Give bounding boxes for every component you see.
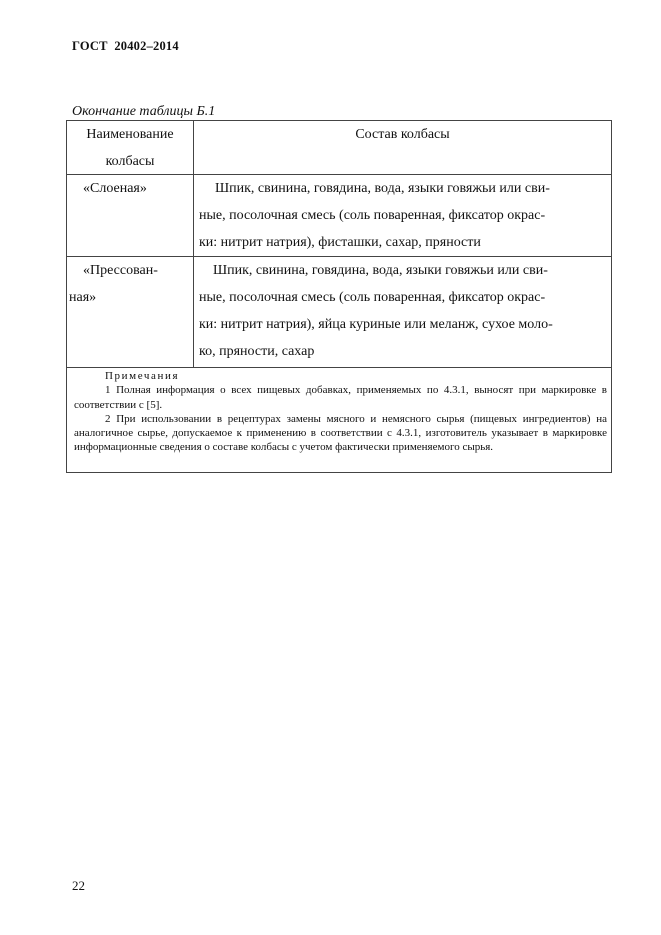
row-1-comp-line-3: ки: нитрит натрия), фисташки, сахар, пряности <box>199 235 481 250</box>
table-row-composition <box>199 257 607 365</box>
row-2-comp-line-2: ные, посолочная смесь (соль поваренная, фиксатор окрас- <box>199 290 546 305</box>
note-item-2: 2 При использовании в рецептурах замены мясного и немясного сырья (пищевых ингредиентов) на аналогичное сырье, допускаемое к применению в соответствии с 4.3.1, изготовитель указывает в маркировке информационные сведения о составе колбасы с учетом фактически применяемого сырья. <box>74 412 607 454</box>
column-divider <box>193 121 194 368</box>
row-2-name-line2: ная» <box>69 290 97 305</box>
notes-divider <box>67 367 611 368</box>
table-notes <box>74 369 607 455</box>
row-2-comp-line-3: ки: нитрит натрия), яйца куриные или меланж, сухое моло- <box>199 317 553 332</box>
header-name-line1: Наименование <box>86 127 174 142</box>
header-composition-cell <box>194 121 611 148</box>
row-1-comp-line-2: ные, посолочная смесь (соль поваренная, фиксатор окрас- <box>199 208 546 223</box>
notes-title: Примечания <box>105 370 180 382</box>
document-header-code: ГОСТ 20402–2014 <box>72 39 179 53</box>
table-caption: Окончание таблицы Б.1 <box>72 104 216 119</box>
table-row-composition <box>199 175 607 256</box>
row-2-name-line1: «Прессован- <box>83 263 158 278</box>
row-1-name: «Слоеная» <box>83 181 147 196</box>
row-2-comp-line-1: Шпик, свинина, говядина, вода, языки говяжьи или сви- <box>213 263 548 278</box>
header-name-cell <box>67 121 193 175</box>
note-item-1: 1 Полная информация о всех пищевых добавках, применяемых по 4.3.1, выносят при маркировке в соответствии с [5]. <box>74 384 607 411</box>
composition-table <box>66 120 612 473</box>
header-composition: Состав колбасы <box>355 127 450 142</box>
table-row-name <box>69 175 191 202</box>
page-number: 22 <box>72 878 85 893</box>
table-row-name <box>69 257 191 311</box>
row-2-comp-line-4: ко, пряности, сахар <box>199 344 315 359</box>
header-name-line2: колбасы <box>105 154 155 169</box>
row-1-comp-line-1: Шпик, свинина, говядина, вода, языки говяжьи или сви- <box>215 181 550 196</box>
